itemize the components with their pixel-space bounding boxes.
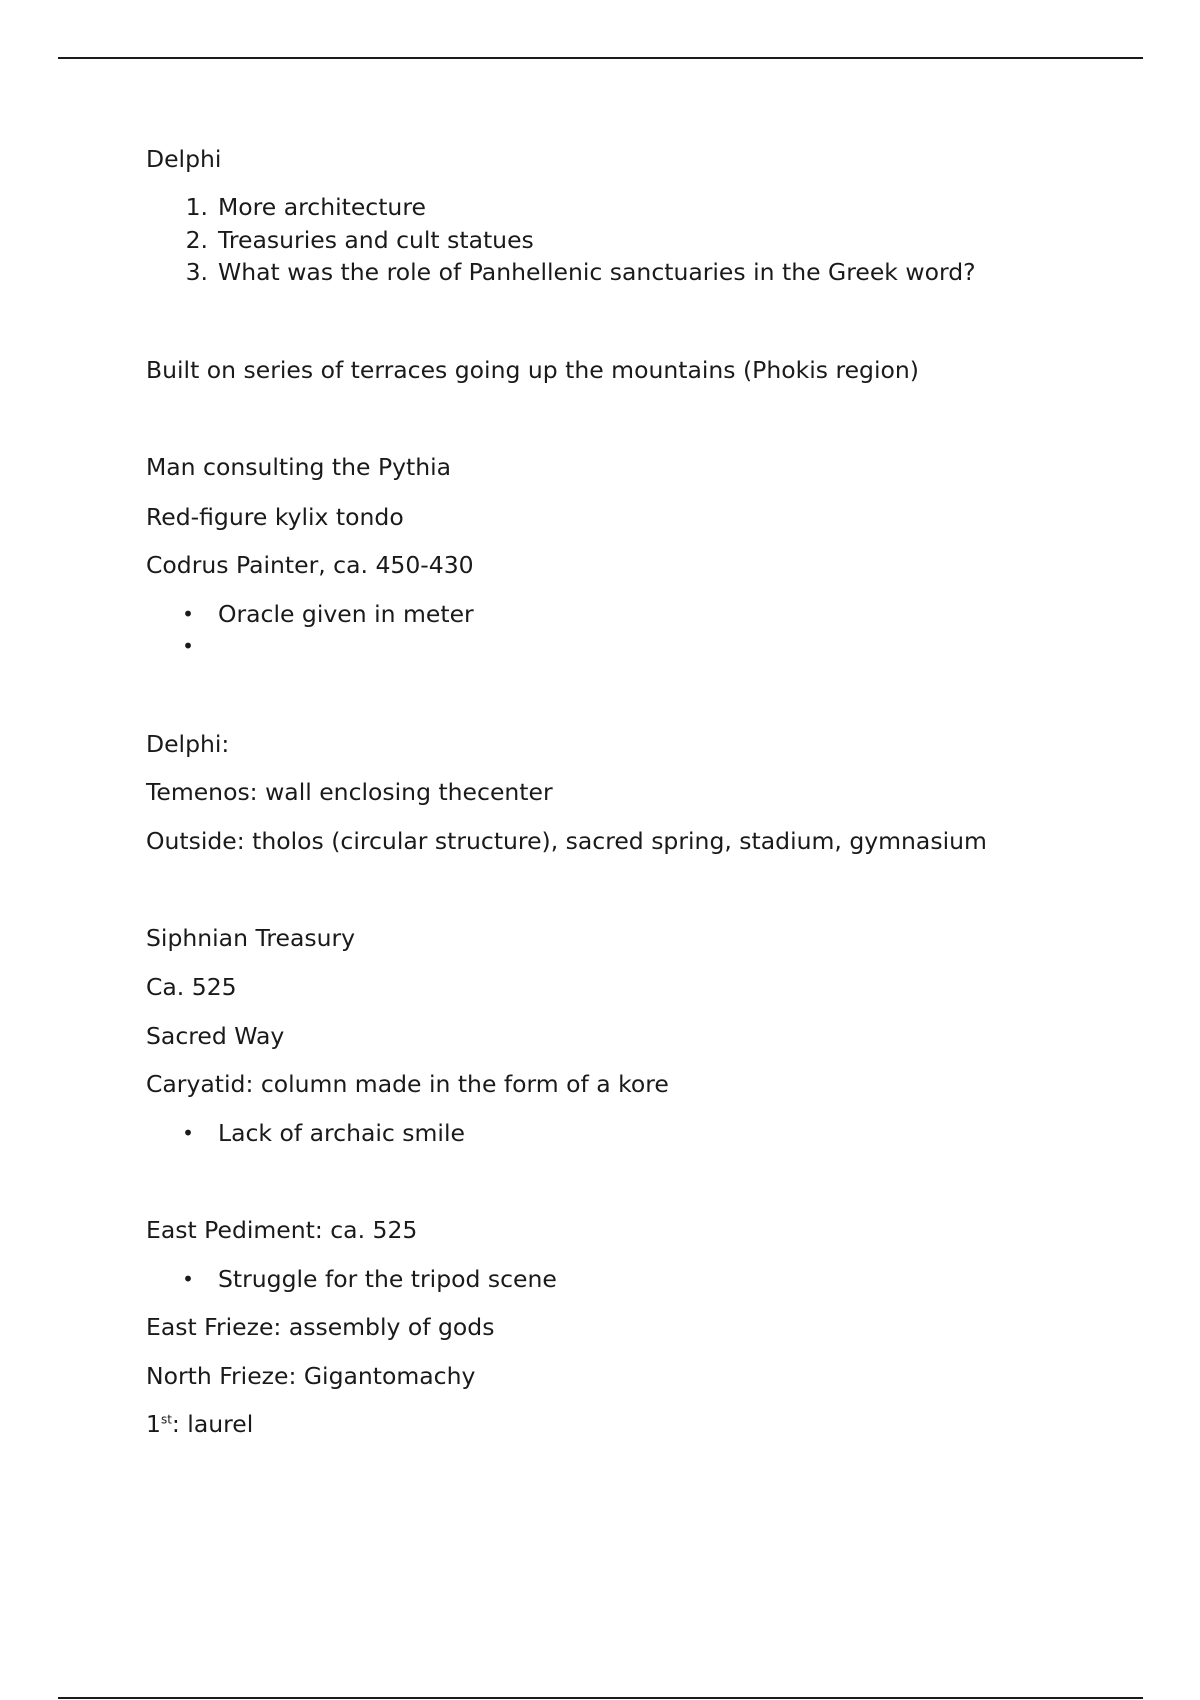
sanctuary-title: Delphi: [146,730,230,758]
header-rule [58,57,1143,59]
list-number: 1. [185,193,208,221]
bullet-glyph: • [182,634,194,658]
terraces-note: Built on series of terraces going up the mountains (Phokis region) [146,356,919,384]
bullet-glyph: • [182,1267,194,1291]
laurel-text: : laurel [171,1410,254,1438]
bullet-glyph: • [182,1121,194,1145]
bullet-text: Oracle given in meter [218,600,474,628]
list-number: 2. [185,226,208,254]
east-pediment-note: East Pediment: ca. 525 [146,1216,418,1244]
list-item-text: What was the role of Panhellenic sanctuaries in the Greek word? [218,258,976,286]
pythia-title: Man consulting the Pythia [146,453,452,481]
page-title: Delphi [146,145,222,173]
footer-rule [58,1697,1143,1699]
siphnian-location: Sacred Way [146,1022,285,1050]
siphnian-title: Siphnian Treasury [146,924,356,952]
outside-note: Outside: tholos (circular structure), sacred spring, stadium, gymnasium [146,827,987,855]
north-frieze-note: North Frieze: Gigantomachy [146,1362,476,1390]
temenos-note: Temenos: wall enclosing thecenter [146,778,553,806]
pythia-medium: Red-figure kylix tondo [146,503,404,531]
laurel-ordinal-suffix: st [160,1412,172,1427]
list-item-text: More architecture [218,193,426,221]
bullet-glyph: • [182,602,194,626]
list-item-text: Treasuries and cult statues [218,226,534,254]
bullet-text: Lack of archaic smile [218,1119,465,1147]
caryatid-note: Caryatid: column made in the form of a kore [146,1070,669,1098]
laurel-number: 1 [146,1410,161,1438]
list-number: 3. [185,258,208,286]
pythia-artist: Codrus Painter, ca. 450-430 [146,551,474,579]
siphnian-date: Ca. 525 [146,973,237,1001]
laurel-note [146,1410,253,1438]
east-frieze-note: East Frieze: assembly of gods [146,1313,495,1341]
bullet-text: Struggle for the tripod scene [218,1265,557,1293]
